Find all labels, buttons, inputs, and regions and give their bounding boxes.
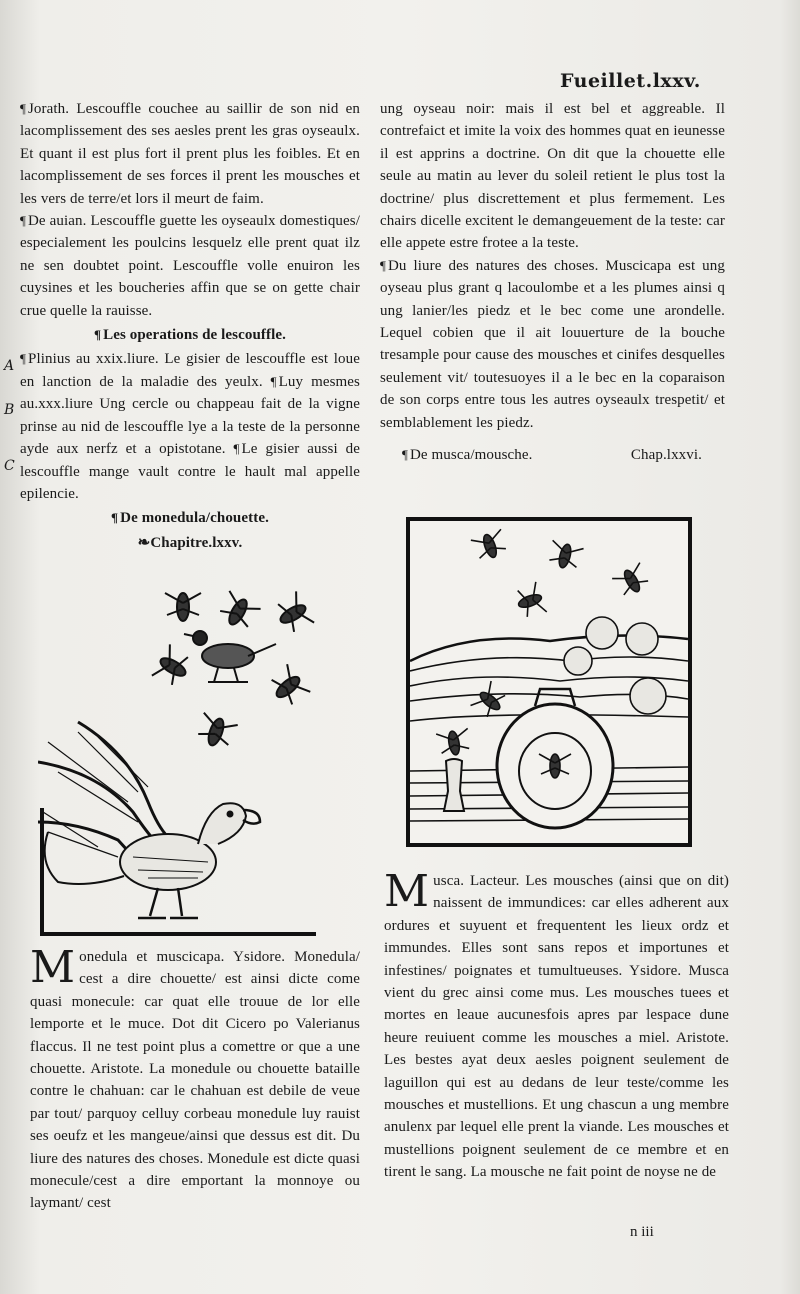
left-column — [20, 98, 360, 556]
woodcut-flies-svg — [410, 521, 688, 843]
woodcut-bird-svg — [38, 572, 318, 938]
fly-icon — [266, 664, 311, 710]
pilcrow-icon: ¶ — [20, 213, 26, 229]
pilcrow-icon: ¶ — [233, 441, 240, 457]
pilcrow-icon: ¶ — [402, 447, 408, 463]
fly-icon — [436, 728, 472, 757]
paragraph-plinius: ¶ Plinius au xxix.liure. Le gisier de lescouffle est loue en lanction de la maladie des yeulx. ¶ Luy mesmes au.xxx.liure Ung cercle ou chappeau fait de la vigne prinse au nid de lescouffle lye a la teste de la personne ayde aux nerfz et a opistotane. ¶ Le gisier aussi de lescouffle mange vault contre le hault mal appelle epilencie. — [20, 351, 360, 502]
paragraph-iorath: ¶ Jorath. Lescouffle couchee au saillir de son nid en lacomplissement des ses aesles prent les gras oyseaulx. Et quant il est plus fort il prent plus les foibles. Et en lacomplissement de ses forces il prent les mousches et les vers de terre/et lors il meurt de faim. — [20, 101, 360, 207]
pilcrow-icon: ¶ — [270, 373, 277, 389]
pilcrow-icon: ¶ — [111, 510, 119, 526]
signature-mark: n iii — [630, 1224, 654, 1240]
chapter-heading-musca: ¶ De musca/mousche. — [402, 447, 533, 464]
paragraph-auian: ¶ De auian. Lescouffle guette les oyseaulx domestiques/ especialement les poulcins lesquelz elle prent quat ilz ne sen doubtet point. Lescouffle volle enuiron les cuysines et les boucheries affin que se on gette chair crue quelle la rauisse. — [20, 213, 360, 319]
fly-icon — [546, 540, 583, 571]
fly-icon — [513, 582, 546, 620]
pilcrow-icon: ¶ — [93, 327, 102, 343]
operations-heading: ¶ Les operations de lescouffle. — [93, 327, 286, 344]
fly-icon — [165, 593, 201, 621]
woodcut-flies-vessel-illustration — [406, 517, 692, 847]
monedula-text-block — [30, 942, 360, 1215]
paragraph-chouette: ung oyseau noir: mais il est bel et aggreable. Il contrefaict et imite la voix des hommes quat en ieunesse il est apprins a doctrine. On dit que la chouette elle seule au matin au lever du soleil retient le plus tost la doctrine/ plus discrettement et plus fermement. Les chairs dicelle excitent le demangeuement de la teste: car elle appete estre frotee a la teste. — [380, 101, 725, 252]
margin-note-c: C — [4, 458, 15, 474]
fly-icon — [152, 644, 194, 689]
margin-note-a: A — [4, 358, 15, 374]
pilcrow-icon: ¶ — [20, 101, 26, 116]
dropcap-m-left: M — [30, 942, 76, 993]
large-bird-icon — [38, 722, 260, 918]
fly-icon — [612, 563, 652, 600]
vessel-icon — [497, 689, 613, 828]
chapter-number-lxxvi: Chap.lxxvi. — [630, 447, 702, 464]
small-bird-icon — [184, 631, 276, 682]
chapter-number-lxxv: ❧Chapitre.lxxv. — [137, 534, 243, 551]
fly-icon — [194, 713, 237, 752]
fly-icon — [272, 591, 314, 636]
fly-icon — [215, 591, 260, 633]
musca-text: usca. Lacteur. Les mousches (ainsi que on dit) naissent de immundices: car elles adherent aux ordures et suyuent et frequentent les lieux ordz et immundes. Elles sont sans repos et importunes et infestines/ poignates et tumultueuses. Ysidore. Musca vient du grec ainsi come mus. Les mousches tuees et mortes en leaue aucunesfois apres par lespace dune heure reuiuent comme les mousches a miel. Aristote. Les bestes ayat deux aesles poignent seulement de laguillon qui est au dedans de leur teste/comme les mousches et mustellions. Et ung chascun a ung membre anulenx par lequel elle prent la viande. Les mousches et mustellions poignent seulement de ce membre et en tirent le sang. La mousche ne fait point de noyse ne de — [384, 873, 729, 1181]
pilcrow-icon: ¶ — [380, 257, 386, 273]
musca-text-block — [384, 866, 729, 1184]
chapter-heading-monedula: ¶ De monedula/chouette. — [111, 510, 269, 527]
woodcut-bird-illustration — [38, 572, 308, 932]
chapter-heading-musca-row — [402, 444, 702, 466]
pilcrow-icon: ¶ — [20, 351, 26, 367]
dropcap-m-right: M — [384, 866, 430, 917]
woodcut-frame-base — [40, 932, 316, 936]
folio-number: Fueillet.lxxv. — [560, 70, 701, 92]
monedula-text: onedula et muscicapa. Ysidore. Monedula/ cest a dire chouette/ est ainsi dicte come quasi monecule: car quat elle trouue de lor elle lemporte et le muce. Dot dit Cicero po Valerianus flaccus. Il ne test point plus a comettre or que a une chouette. Aristote. La monedule ou chouette bataille contre le chahuan: car le chahuan est debile de veue par tout/ parquoy celluy corbeau monedule luy rauist ses oeufz et les mangeue/ainsi que dessus est dit. Du liure des natures des choses. Monedule est dicte quasi monecule/cest a dire emportant la monnoye ou laymant/ cest — [30, 949, 360, 1212]
woodcut-frame-side — [40, 808, 44, 932]
paragraph-muscicapa: ¶ Du liure des natures des choses. Muscicapa est ung oyseau plus grant q lacoulombe et a les plumes ainsi q ung lanier/les piedz et le bec come une arondelle. Lequel cobien que il ait louuerture de la bouche tresample pour cause des mousches et cinifes desquelles seulement vit/ toutesuoyes il a le bec en la coparaison de son corps entre tous les autres oyseaulx trespetit/ et semblablement les piedz. — [380, 257, 725, 431]
right-column — [380, 98, 725, 469]
margin-note-b: B — [4, 402, 15, 418]
fly-icon — [471, 529, 509, 562]
